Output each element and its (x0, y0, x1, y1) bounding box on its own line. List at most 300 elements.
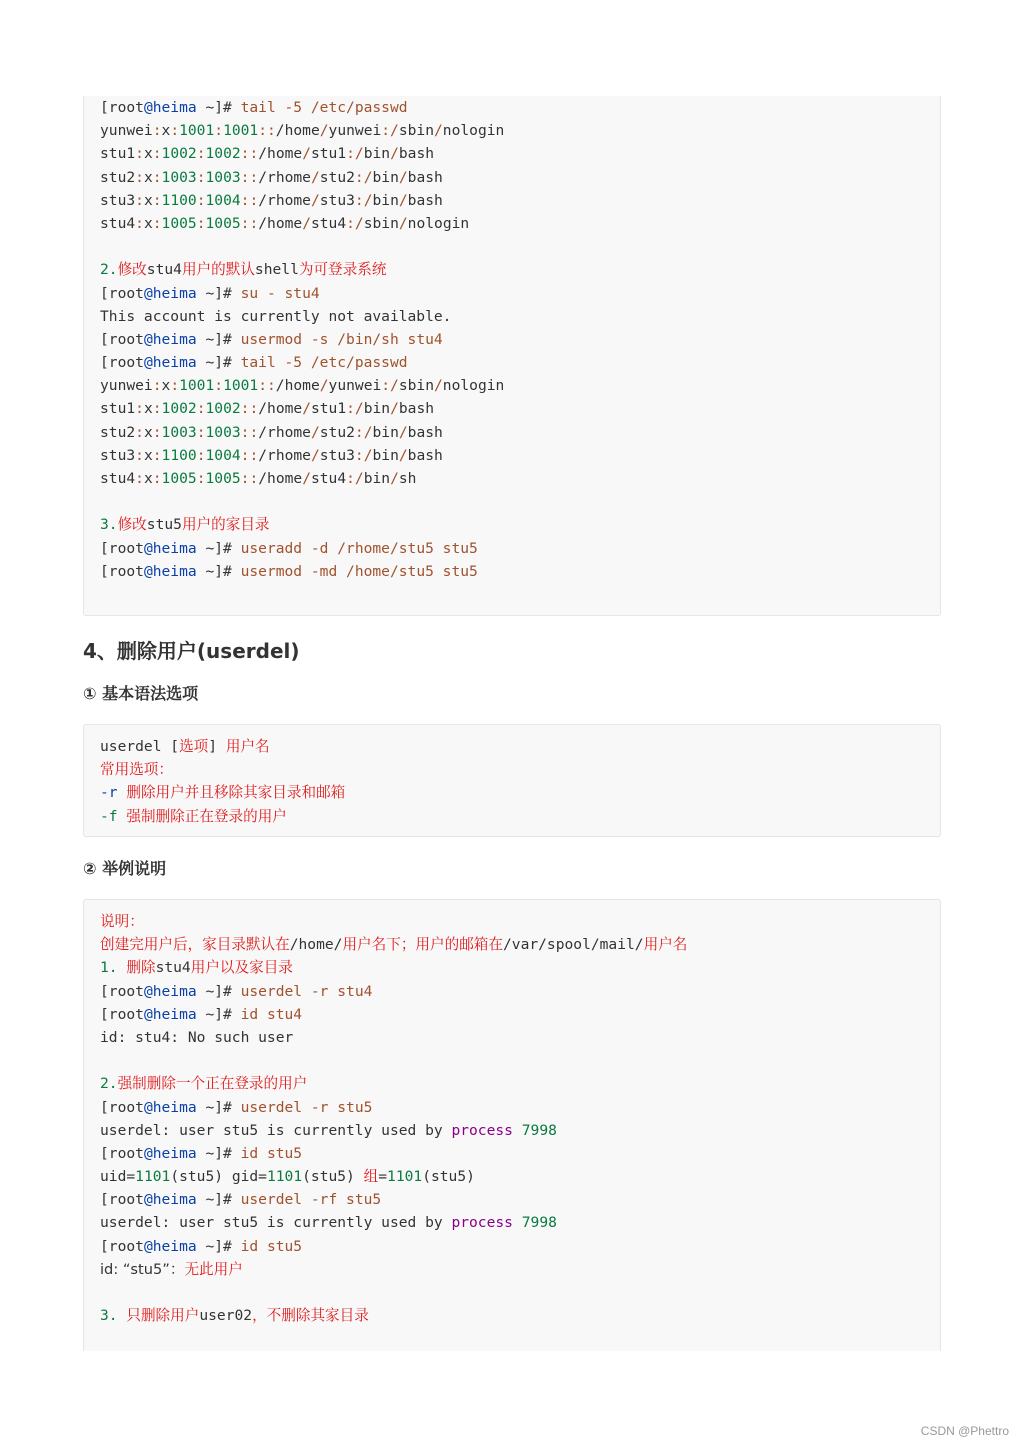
code-line (100, 758, 345, 781)
code-token: : (170, 122, 180, 140)
code-token: :: (240, 145, 259, 163)
code-line (100, 142, 504, 165)
code-token: / (302, 470, 311, 487)
code-token: 组 (363, 1168, 379, 1186)
code-token: : (135, 145, 144, 163)
code-token: 用户以及家目录 (190, 959, 293, 977)
code-token: ~]# (196, 354, 241, 372)
code-token: home (267, 400, 303, 418)
code-line (100, 1119, 687, 1142)
code-token (513, 1214, 522, 1231)
code-line (100, 490, 504, 513)
code-token: : (152, 214, 162, 232)
code-token: : (135, 470, 144, 487)
code-token: / (258, 145, 268, 163)
code-token: : (196, 470, 206, 487)
code-token: bin (372, 168, 399, 186)
code-token: [root (100, 982, 144, 1000)
code-token: 修改 (117, 516, 147, 534)
code-token: @heima (143, 982, 197, 1000)
code-token: : (214, 122, 224, 140)
code-token: / (390, 145, 399, 163)
subsection-heading-examples: ② 举例说明 (83, 859, 167, 878)
code-line (100, 1304, 687, 1327)
code-token: [root (100, 354, 144, 372)
code-token: 1004 (205, 191, 241, 209)
code-token: 1101 (387, 1168, 423, 1186)
code-token: (stu5) gid= (170, 1168, 267, 1186)
code-token: rhome (267, 191, 311, 209)
code-line (100, 1049, 687, 1072)
code-token: x (143, 145, 153, 163)
code-token: : (196, 214, 206, 232)
code-token: 1003 (205, 423, 241, 441)
code-token: 删除用户并且移除其家目录和邮箱 (126, 784, 346, 802)
code-token: ~]# (196, 1098, 241, 1116)
code-token: 为可登录系统 (298, 261, 387, 279)
code-token: : (152, 400, 162, 418)
code-token: :/ (354, 423, 373, 441)
code-token: ~]# (196, 539, 241, 557)
code-token: userdel -r stu4 (240, 982, 373, 1000)
code-token: / (302, 214, 311, 232)
code-token: ~]# (196, 99, 241, 116)
code-token: @heima (143, 1237, 197, 1255)
code-line (100, 781, 345, 804)
code-token: : (152, 191, 162, 209)
code-token: stu4 (100, 470, 136, 487)
code-token: / (275, 122, 285, 140)
code-token: 1100 (161, 191, 197, 209)
code-block-userdel-syntax (83, 724, 941, 837)
code-token: x (143, 168, 153, 186)
code-token: 1100 (161, 446, 197, 464)
code-token: / (310, 168, 320, 186)
code-token: x (143, 400, 153, 418)
code-token: 1001 (223, 377, 259, 395)
code-token: :/ (381, 122, 399, 140)
code-token: :: (240, 214, 259, 232)
code-token: bin (363, 145, 391, 163)
code-token: stu3 (100, 446, 136, 464)
code-line (100, 328, 504, 351)
code-token: 1002 (205, 145, 241, 163)
code-token: x (143, 423, 153, 441)
code-token: uid= (100, 1168, 136, 1186)
code-token: stu4 (310, 470, 347, 487)
code-token: : (135, 168, 144, 186)
code-token: [root (100, 539, 144, 557)
code-lines (100, 735, 345, 828)
code-line (100, 910, 687, 933)
code-token: bin (372, 423, 399, 441)
code-token: 3. (100, 1307, 127, 1325)
code-token: 只删除用户 (126, 1307, 200, 1325)
code-token: x (143, 191, 153, 209)
code-token: :: (240, 168, 259, 186)
code-token: userdel: user stu5 is currently used by (100, 1121, 452, 1139)
code-line (100, 1003, 687, 1026)
code-token: This account is currently not available. (100, 307, 452, 325)
code-token: / (398, 168, 408, 186)
code-token: 删除 (126, 959, 156, 977)
code-token: / (258, 400, 268, 418)
code-token: stu3 (100, 191, 136, 209)
code-token: id stu4 (240, 1005, 303, 1023)
code-lines (100, 96, 504, 583)
code-token: 1005 (205, 214, 241, 232)
code-token: id: “stu5”： (100, 1260, 185, 1278)
code-token: 说明： (100, 913, 144, 930)
code-line (100, 1096, 687, 1119)
code-token: ，不删除其家目录 (252, 1307, 369, 1325)
code-token: 1001 (223, 122, 259, 140)
code-token: bash (398, 400, 435, 418)
code-token: = (378, 1168, 388, 1186)
code-token: home (267, 470, 303, 487)
code-token: process (451, 1121, 513, 1139)
code-token: shell (254, 261, 299, 279)
code-token: [root (100, 1005, 144, 1023)
code-token: 强制删除正在登录的用户 (126, 807, 287, 825)
code-token: sh (398, 470, 417, 487)
code-token: 3. (100, 516, 118, 534)
code-token: stu2 (319, 423, 355, 441)
code-token: @heima (143, 1098, 197, 1116)
code-token: nologin (442, 377, 505, 395)
code-token: stu4 (310, 214, 347, 232)
code-token: 7998 (521, 1214, 557, 1232)
code-token: :: (240, 191, 259, 209)
code-token: 1002 (161, 400, 197, 418)
section-heading: 4、删除用户(userdel) (83, 639, 300, 663)
code-token: : (152, 446, 162, 464)
code-token: :: (258, 122, 276, 140)
code-token: bin (372, 191, 399, 209)
code-token: userdel -rf stu5 (240, 1191, 382, 1209)
code-token: ~]# (196, 982, 241, 1000)
code-token: :/ (354, 446, 373, 464)
code-token: : (152, 470, 162, 487)
code-token: :/ (346, 400, 364, 418)
code-token: @heima (143, 562, 197, 580)
code-token: :: (240, 470, 259, 487)
code-token: @heima (143, 539, 197, 557)
code-token: [root (100, 284, 144, 302)
code-line (100, 805, 345, 828)
code-token: sbin (398, 377, 434, 395)
code-token: [root (100, 1191, 144, 1209)
code-token: bash (398, 145, 435, 163)
code-token: : (135, 400, 144, 418)
code-token: ~]# (196, 562, 241, 580)
code-line (100, 1188, 687, 1211)
code-token: bin (363, 400, 391, 418)
code-line (100, 1072, 687, 1095)
code-line (100, 513, 504, 536)
code-token: 1001 (179, 122, 215, 140)
code-line (100, 467, 504, 490)
code-token: : (135, 423, 144, 441)
code-block-userdel-examples (83, 899, 941, 1351)
code-token: 1101 (135, 1168, 171, 1186)
code-token: / (434, 122, 443, 140)
code-token: [root (100, 1098, 144, 1116)
code-token: process (451, 1214, 513, 1232)
code-token: yunwei (328, 377, 382, 395)
code-token: rhome (267, 446, 311, 464)
code-token: / (275, 377, 285, 395)
code-token: -f (100, 807, 127, 825)
code-token: [root (100, 562, 144, 580)
code-token: : (196, 191, 206, 209)
code-token: / (310, 191, 320, 209)
code-line (100, 282, 504, 305)
code-token: stu4 (100, 214, 136, 232)
code-token: 1005 (161, 214, 197, 232)
code-token: yunwei (328, 122, 382, 140)
code-token: : (152, 423, 162, 441)
code-token: / (310, 423, 320, 441)
code-token: ~]# (196, 1237, 241, 1255)
code-token: / (258, 423, 268, 441)
code-line (100, 421, 504, 444)
code-token: 常用选项： (100, 761, 173, 779)
code-token: [root (100, 1237, 144, 1255)
code-line (100, 444, 504, 467)
code-token: 1005 (205, 470, 241, 487)
code-token: @heima (143, 330, 197, 348)
code-token: [root (100, 99, 144, 116)
code-token: / (258, 191, 268, 209)
code-token: su - stu4 (240, 284, 320, 302)
watermark: CSDN @Phettro (920, 1424, 1009, 1438)
code-token: 用户名 (225, 738, 270, 755)
code-token: 2. (100, 261, 118, 279)
code-token: ~]# (196, 1005, 241, 1023)
code-line (100, 1142, 687, 1165)
code-token: / (319, 377, 329, 395)
code-token: [root (100, 1144, 144, 1162)
code-token: userdel [ (100, 738, 180, 755)
code-token: 选项 (179, 738, 209, 755)
code-token: stu1 (100, 145, 136, 163)
code-token: x (143, 214, 153, 232)
code-token: x (161, 377, 171, 395)
code-token: : (196, 168, 206, 186)
code-token: / (258, 446, 268, 464)
code-line (100, 351, 504, 374)
code-token: / (390, 400, 399, 418)
code-token: @heima (143, 354, 197, 372)
code-token: sbin (363, 214, 399, 232)
code-token: :/ (354, 191, 373, 209)
code-line (100, 933, 687, 956)
code-token: tail -5 /etc/passwd (240, 99, 408, 116)
code-token: yunwei (100, 377, 153, 395)
code-token: / (434, 377, 443, 395)
code-line (100, 397, 504, 420)
code-token: 用户的默认 (181, 261, 255, 279)
code-token: rhome (267, 423, 311, 441)
code-token: (stu5) (422, 1168, 475, 1186)
code-token: : (196, 423, 206, 441)
code-token: id stu5 (240, 1237, 303, 1255)
code-token: x (161, 122, 171, 140)
code-token: nologin (407, 214, 470, 232)
code-line (100, 735, 345, 758)
code-token: :/ (381, 377, 399, 395)
code-token: : (152, 168, 162, 186)
code-token: 用户名下；用户的邮箱在 (342, 936, 503, 954)
code-token: / (258, 168, 268, 186)
code-line (100, 1281, 687, 1304)
code-token: home (267, 214, 303, 232)
code-block-usermod-examples (83, 96, 941, 616)
code-token: bin (372, 446, 399, 464)
code-token: :: (240, 423, 259, 441)
code-token: :: (240, 400, 259, 418)
code-token: bash (407, 446, 443, 464)
code-token: :/ (354, 168, 373, 186)
code-token: user02 (199, 1307, 253, 1325)
code-token: 用户的家目录 (181, 516, 270, 534)
code-token: 用户名 (643, 936, 688, 954)
code-line (100, 189, 504, 212)
code-token: 修改 (117, 261, 147, 279)
code-token: 7998 (521, 1121, 557, 1139)
code-line (100, 119, 504, 142)
code-token: :: (240, 446, 259, 464)
code-token: : (196, 400, 206, 418)
code-token: userdel: user stu5 is currently used by (100, 1214, 452, 1232)
code-line (100, 1026, 687, 1049)
code-line (100, 1165, 687, 1188)
code-token: ~]# (196, 330, 241, 348)
code-token: bash (407, 168, 443, 186)
code-token: 1002 (161, 145, 197, 163)
code-line (100, 1211, 687, 1234)
code-token: / (398, 191, 408, 209)
code-token: x (143, 446, 153, 464)
code-token: /home/ (289, 936, 343, 954)
code-token: tail -5 /etc/passwd (240, 354, 408, 372)
code-token: (stu5) (302, 1168, 364, 1186)
code-line (100, 96, 504, 119)
code-token: : (214, 377, 224, 395)
code-line (100, 212, 504, 235)
code-token: useradd -d /rhome/stu5 stu5 (240, 539, 478, 557)
code-token: nologin (442, 122, 505, 140)
code-token: : (196, 446, 206, 464)
code-token: 1004 (205, 446, 241, 464)
code-token: / (302, 400, 311, 418)
code-token: 1003 (205, 168, 241, 186)
code-token: stu4 (146, 261, 182, 279)
code-token: / (398, 423, 408, 441)
code-line (100, 1235, 687, 1258)
code-token: 创建完用户后，家目录默认在 (100, 936, 290, 954)
code-token: userdel -r stu5 (240, 1098, 373, 1116)
code-token: 1003 (161, 423, 197, 441)
code-token: ] (208, 738, 226, 755)
code-line (100, 374, 504, 397)
code-line (100, 258, 504, 281)
code-token: stu1 (100, 400, 136, 418)
code-token: x (143, 470, 153, 487)
code-token: / (258, 470, 268, 487)
code-token: 1003 (161, 168, 197, 186)
code-token: stu4 (155, 959, 191, 977)
subsection-heading-syntax: ① 基本语法选项 (83, 684, 199, 703)
code-token: bash (407, 191, 443, 209)
code-token: @heima (143, 284, 197, 302)
code-token: bin (363, 470, 391, 487)
code-line (100, 305, 504, 328)
code-token: : (135, 214, 144, 232)
code-line (100, 1258, 687, 1281)
code-token: id: stu4: No such user (100, 1028, 294, 1046)
code-token: stu1 (310, 400, 347, 418)
code-token: ~]# (196, 1191, 241, 1209)
code-token: 1001 (179, 377, 215, 395)
code-token: 1005 (161, 470, 197, 487)
code-token: :: (258, 377, 276, 395)
code-token: stu3 (319, 446, 355, 464)
code-token: stu5 (146, 516, 182, 534)
code-token: :/ (346, 145, 364, 163)
code-lines (100, 910, 687, 1327)
code-token: -r (100, 784, 127, 802)
code-token: /var/spool/mail/ (503, 936, 644, 954)
code-token: / (390, 470, 399, 487)
code-token: 1. (100, 959, 127, 977)
code-token: stu3 (319, 191, 355, 209)
code-token: : (152, 377, 162, 395)
code-line (100, 560, 504, 583)
code-line (100, 980, 687, 1003)
code-token: 2. (100, 1075, 118, 1093)
code-token: @heima (143, 99, 197, 116)
code-token: / (258, 214, 268, 232)
code-token: yunwei (100, 122, 153, 140)
code-token: home (284, 122, 320, 140)
code-line (100, 537, 504, 560)
code-token: : (170, 377, 180, 395)
code-token: : (135, 191, 144, 209)
code-token: sbin (398, 122, 434, 140)
code-token: / (302, 145, 311, 163)
code-token: usermod -s /bin/sh stu4 (240, 330, 443, 348)
code-token: : (196, 145, 206, 163)
code-token: rhome (267, 168, 311, 186)
code-token: stu2 (100, 168, 136, 186)
code-token: : (135, 446, 144, 464)
code-token: ~]# (196, 284, 241, 302)
code-token: :/ (346, 470, 364, 487)
code-token: / (398, 446, 408, 464)
code-token: / (319, 122, 329, 140)
code-token: @heima (143, 1144, 197, 1162)
code-token: 1002 (205, 400, 241, 418)
code-token: stu1 (310, 145, 347, 163)
code-token: : (152, 145, 162, 163)
code-token: home (284, 377, 320, 395)
code-token: 强制删除一个正在登录的用户 (117, 1075, 308, 1093)
code-token: :/ (346, 214, 364, 232)
code-token: home (267, 145, 303, 163)
code-token: 无此用户 (184, 1260, 243, 1278)
